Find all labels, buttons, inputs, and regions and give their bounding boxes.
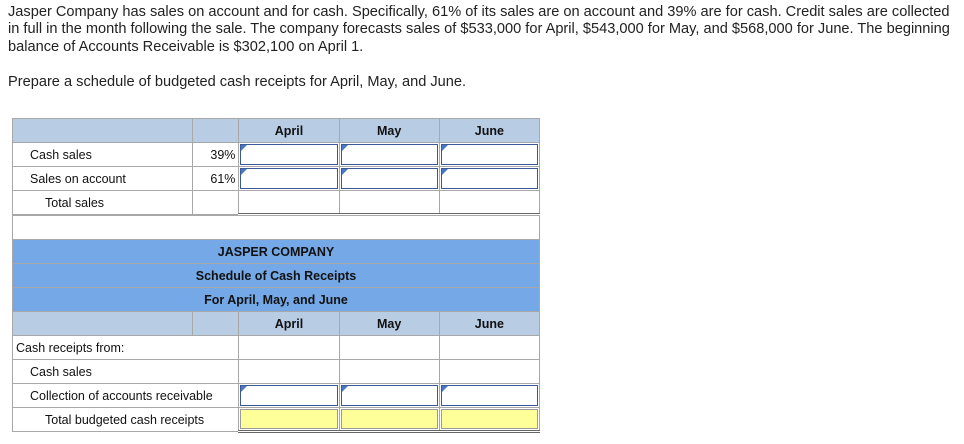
- input-box[interactable]: [341, 385, 438, 406]
- input-box[interactable]: [441, 144, 538, 165]
- blank-cell: [439, 336, 539, 360]
- header-april: April: [239, 312, 339, 336]
- schedule-company: JASPER COMPANY: [13, 240, 540, 264]
- header-blank: [193, 312, 239, 336]
- cash-receipts-schedule: [12, 215, 540, 433]
- sales-on-account-percent: 61%: [193, 167, 239, 191]
- problem-text: Jasper Company has sales on account and for cash. Specifically, 61% of its sales are on account and 39% are for cash. Credit sales are collected in full in the month following the sale. The company forecasts sales of $533,000 for April, $543,000 for May, and $568,000 for June. The beginning balance of Accounts Receivable is $302,100 on April 1.: [8, 4, 950, 55]
- cash-sales-may-input[interactable]: [339, 143, 439, 167]
- total-receipts-may-input[interactable]: [339, 408, 439, 432]
- blank-cell: [239, 360, 339, 384]
- total-sales-april: [239, 191, 339, 215]
- spacer-row: [13, 216, 540, 240]
- blank-cell: [339, 336, 439, 360]
- blank-cell: [239, 336, 339, 360]
- section-label-cash-receipts-from: Cash receipts from:: [13, 336, 239, 360]
- table-row: [13, 167, 540, 191]
- cash-sales-april-input[interactable]: [239, 143, 339, 167]
- header-may: May: [339, 312, 439, 336]
- input-box[interactable]: [240, 385, 337, 406]
- blank-cell: [439, 360, 539, 384]
- row-label-cash-sales: Cash sales: [13, 143, 193, 167]
- header-june: June: [439, 312, 539, 336]
- collection-ar-april-input[interactable]: [239, 384, 339, 408]
- instruction-text: Prepare a schedule of budgeted cash receipts for April, May, and June.: [8, 74, 467, 90]
- schedule-period: For April, May, and June: [13, 288, 540, 312]
- total-sales-may: [339, 191, 439, 215]
- header-june: June: [439, 119, 539, 143]
- header-may: May: [339, 119, 439, 143]
- total-receipts-april-input[interactable]: [239, 408, 339, 432]
- input-box[interactable]: [441, 168, 538, 189]
- spacer-cell: [13, 216, 540, 240]
- input-box[interactable]: [240, 144, 337, 165]
- input-box[interactable]: [341, 144, 438, 165]
- title-row: [13, 264, 540, 288]
- total-sales-percent: [193, 191, 239, 215]
- row-label-sales-on-account: Sales on account: [13, 167, 193, 191]
- total-receipts-june-input[interactable]: [439, 408, 539, 432]
- input-box[interactable]: [441, 385, 538, 406]
- table-row: [13, 384, 540, 408]
- table-row: [13, 360, 540, 384]
- input-box[interactable]: [341, 409, 438, 429]
- cash-sales-june-input[interactable]: [439, 143, 539, 167]
- input-box[interactable]: [240, 409, 337, 429]
- row-label-total-sales: Total sales: [13, 191, 193, 215]
- header-blank: [13, 312, 193, 336]
- company-row: [13, 240, 540, 264]
- sales-header-row: [13, 119, 540, 143]
- collection-ar-may-input[interactable]: [339, 384, 439, 408]
- sales-on-account-june-input[interactable]: [439, 167, 539, 191]
- table-row: [13, 408, 540, 432]
- sales-table: [12, 118, 540, 216]
- total-sales-june: [439, 191, 539, 215]
- header-april: April: [239, 119, 339, 143]
- table-row: [13, 191, 540, 215]
- input-box[interactable]: [240, 168, 337, 189]
- header-blank: [13, 119, 193, 143]
- input-box[interactable]: [441, 409, 538, 429]
- row-label-cash-sales: Cash sales: [13, 360, 239, 384]
- sales-on-account-may-input[interactable]: [339, 167, 439, 191]
- blank-cell: [339, 360, 439, 384]
- header-blank: [193, 119, 239, 143]
- schedule-header-row: [13, 312, 540, 336]
- period-row: [13, 288, 540, 312]
- table-row: [13, 143, 540, 167]
- input-box[interactable]: [341, 168, 438, 189]
- schedule-title: Schedule of Cash Receipts: [13, 264, 540, 288]
- cash-sales-percent: 39%: [193, 143, 239, 167]
- sales-on-account-april-input[interactable]: [239, 167, 339, 191]
- row-label-collection-ar: Collection of accounts receivable: [13, 384, 239, 408]
- table-row: [13, 336, 540, 360]
- row-label-total-budgeted: Total budgeted cash receipts: [13, 408, 239, 432]
- collection-ar-june-input[interactable]: [439, 384, 539, 408]
